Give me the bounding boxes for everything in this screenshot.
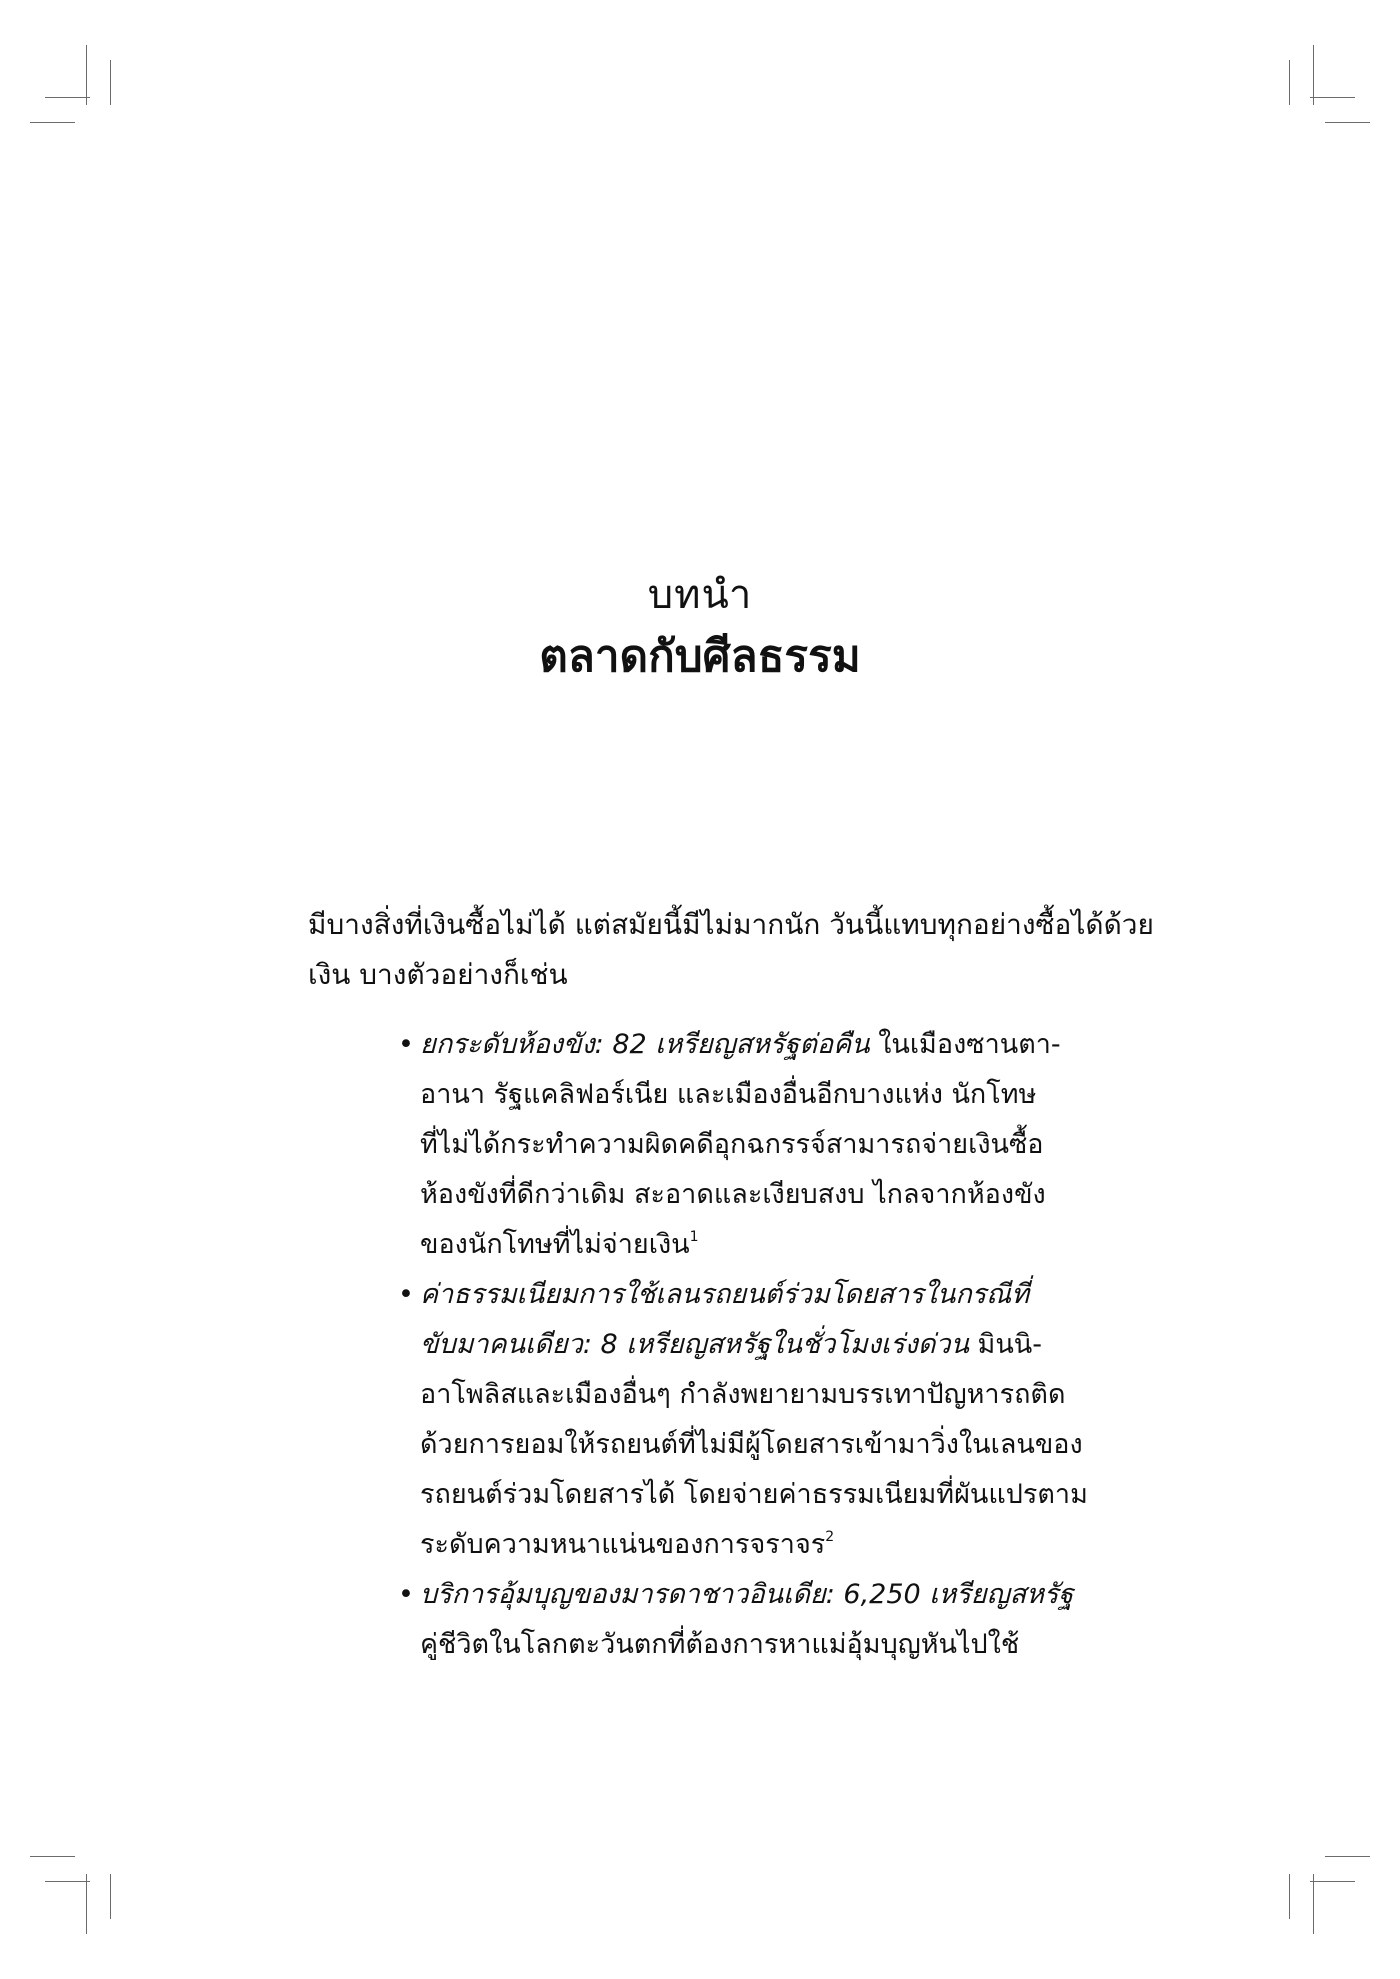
list-item-text: ของนักโทษที่ไม่จ่ายเงิน <box>420 1229 690 1260</box>
crop-mark-bottom-left-h2 <box>30 1856 75 1857</box>
list-item-line <box>398 1520 1098 1570</box>
list-item-lead: ค่าธรรมเนียมการใช้เลนรถยนต์ร่วมโดยสารในกรณีที่ <box>420 1279 1030 1310</box>
crop-mark-bottom-right-v1 <box>1313 1874 1314 1934</box>
list-item-line: อานา รัฐแคลิฟอร์เนีย และเมืองอื่นอีกบางแห่ง นักโทษ <box>420 1079 1037 1110</box>
list-item-text: ในเมืองซานตา- <box>869 1029 1061 1060</box>
list-item-lead: ยกระดับห้องขัง: 82 เหรียญสหรัฐต่อคืน <box>420 1029 870 1060</box>
crop-mark-bottom-left-v2 <box>110 1874 111 1919</box>
list-item-line <box>398 1020 1098 1070</box>
crop-mark-top-left-h <box>45 97 90 98</box>
crop-mark-top-right-v2 <box>1289 60 1290 105</box>
crop-mark-bottom-right-h <box>1310 1881 1355 1882</box>
crop-mark-bottom-left-h <box>45 1881 90 1882</box>
list-item-lead: ขับมาคนเดียว: 8 เหรียญสหรัฐในชั่วโมงเร่งด่วน <box>420 1329 969 1360</box>
list-item-line: ที่ไม่ได้กระทำความผิดคดีอุกฉกรรจ์สามารถจ่ายเงินซื้อ <box>420 1129 1044 1160</box>
chapter-label: บทนำ <box>647 572 753 618</box>
crop-mark-top-right-v1 <box>1313 45 1314 105</box>
list-item-lead: บริการอุ้มบุญของมารดาชาวอินเดีย: 6,250 เหรียญสหรัฐ <box>420 1579 1074 1610</box>
chapter-title: ตลาดกับศีลธรรม <box>539 631 861 682</box>
list-item-line: อาโพลิสและเมืองอื่นๆ กำลังพยายามบรรเทาปัญหารถติด <box>420 1379 1066 1410</box>
crop-mark-top-right-h2 <box>1325 122 1370 123</box>
list-item <box>398 1570 1098 1670</box>
bullet-icon: • <box>398 1579 414 1610</box>
list-item-text: ระดับความหนาแน่นของการจราจร <box>420 1529 826 1560</box>
list-item-line <box>398 1570 1098 1620</box>
intro-line: มีบางสิ่งที่เงินซื้อไม่ได้ แต่สมัยนี้มีไม่มากนัก วันนี้แทบทุกอย่างซื้อได้ด้วย <box>308 908 1154 941</box>
list-item-line: คู่ชีวิตในโลกตะวันตกที่ต้องการหาแม่อุ้มบุญหันไปใช้ <box>420 1629 1020 1660</box>
list-item-line <box>398 1270 1098 1320</box>
list-item <box>398 1270 1098 1570</box>
crop-mark-bottom-left-v1 <box>86 1874 87 1934</box>
footnote-marker[interactable]: 1 <box>689 1229 699 1245</box>
crop-mark-top-left-v2 <box>110 60 111 105</box>
list-item-line <box>398 1320 1098 1370</box>
crop-mark-bottom-right-v2 <box>1289 1874 1290 1919</box>
crop-mark-top-right-h <box>1310 97 1355 98</box>
crop-mark-bottom-right-h2 <box>1325 1856 1370 1857</box>
list-item <box>398 1020 1098 1270</box>
list-item-line: รถยนต์ร่วมโดยสารได้ โดยจ่ายค่าธรรมเนียมที่ผันแปรตาม <box>420 1479 1088 1510</box>
crop-mark-top-left-h2 <box>30 122 75 123</box>
bullet-icon: • <box>398 1279 414 1310</box>
list-item-text: มินนิ- <box>968 1329 1043 1360</box>
intro-line: เงิน บางตัวอย่างก็เช่น <box>308 958 568 991</box>
list-item-line: ห้องขังที่ดีกว่าเดิม สะอาดและเงียบสงบ ไกลจากห้องขัง <box>420 1179 1046 1210</box>
intro-paragraph <box>308 900 1178 1000</box>
list-item-line <box>398 1220 1098 1270</box>
bullet-icon: • <box>398 1029 414 1060</box>
crop-mark-top-left-v1 <box>86 45 87 105</box>
footnote-marker[interactable]: 2 <box>825 1529 835 1545</box>
example-list <box>398 1020 1098 1670</box>
list-item-line: ด้วยการยอมให้รถยนต์ที่ไม่มีผู้โดยสารเข้ามาวิ่งในเลนของ <box>420 1429 1083 1460</box>
